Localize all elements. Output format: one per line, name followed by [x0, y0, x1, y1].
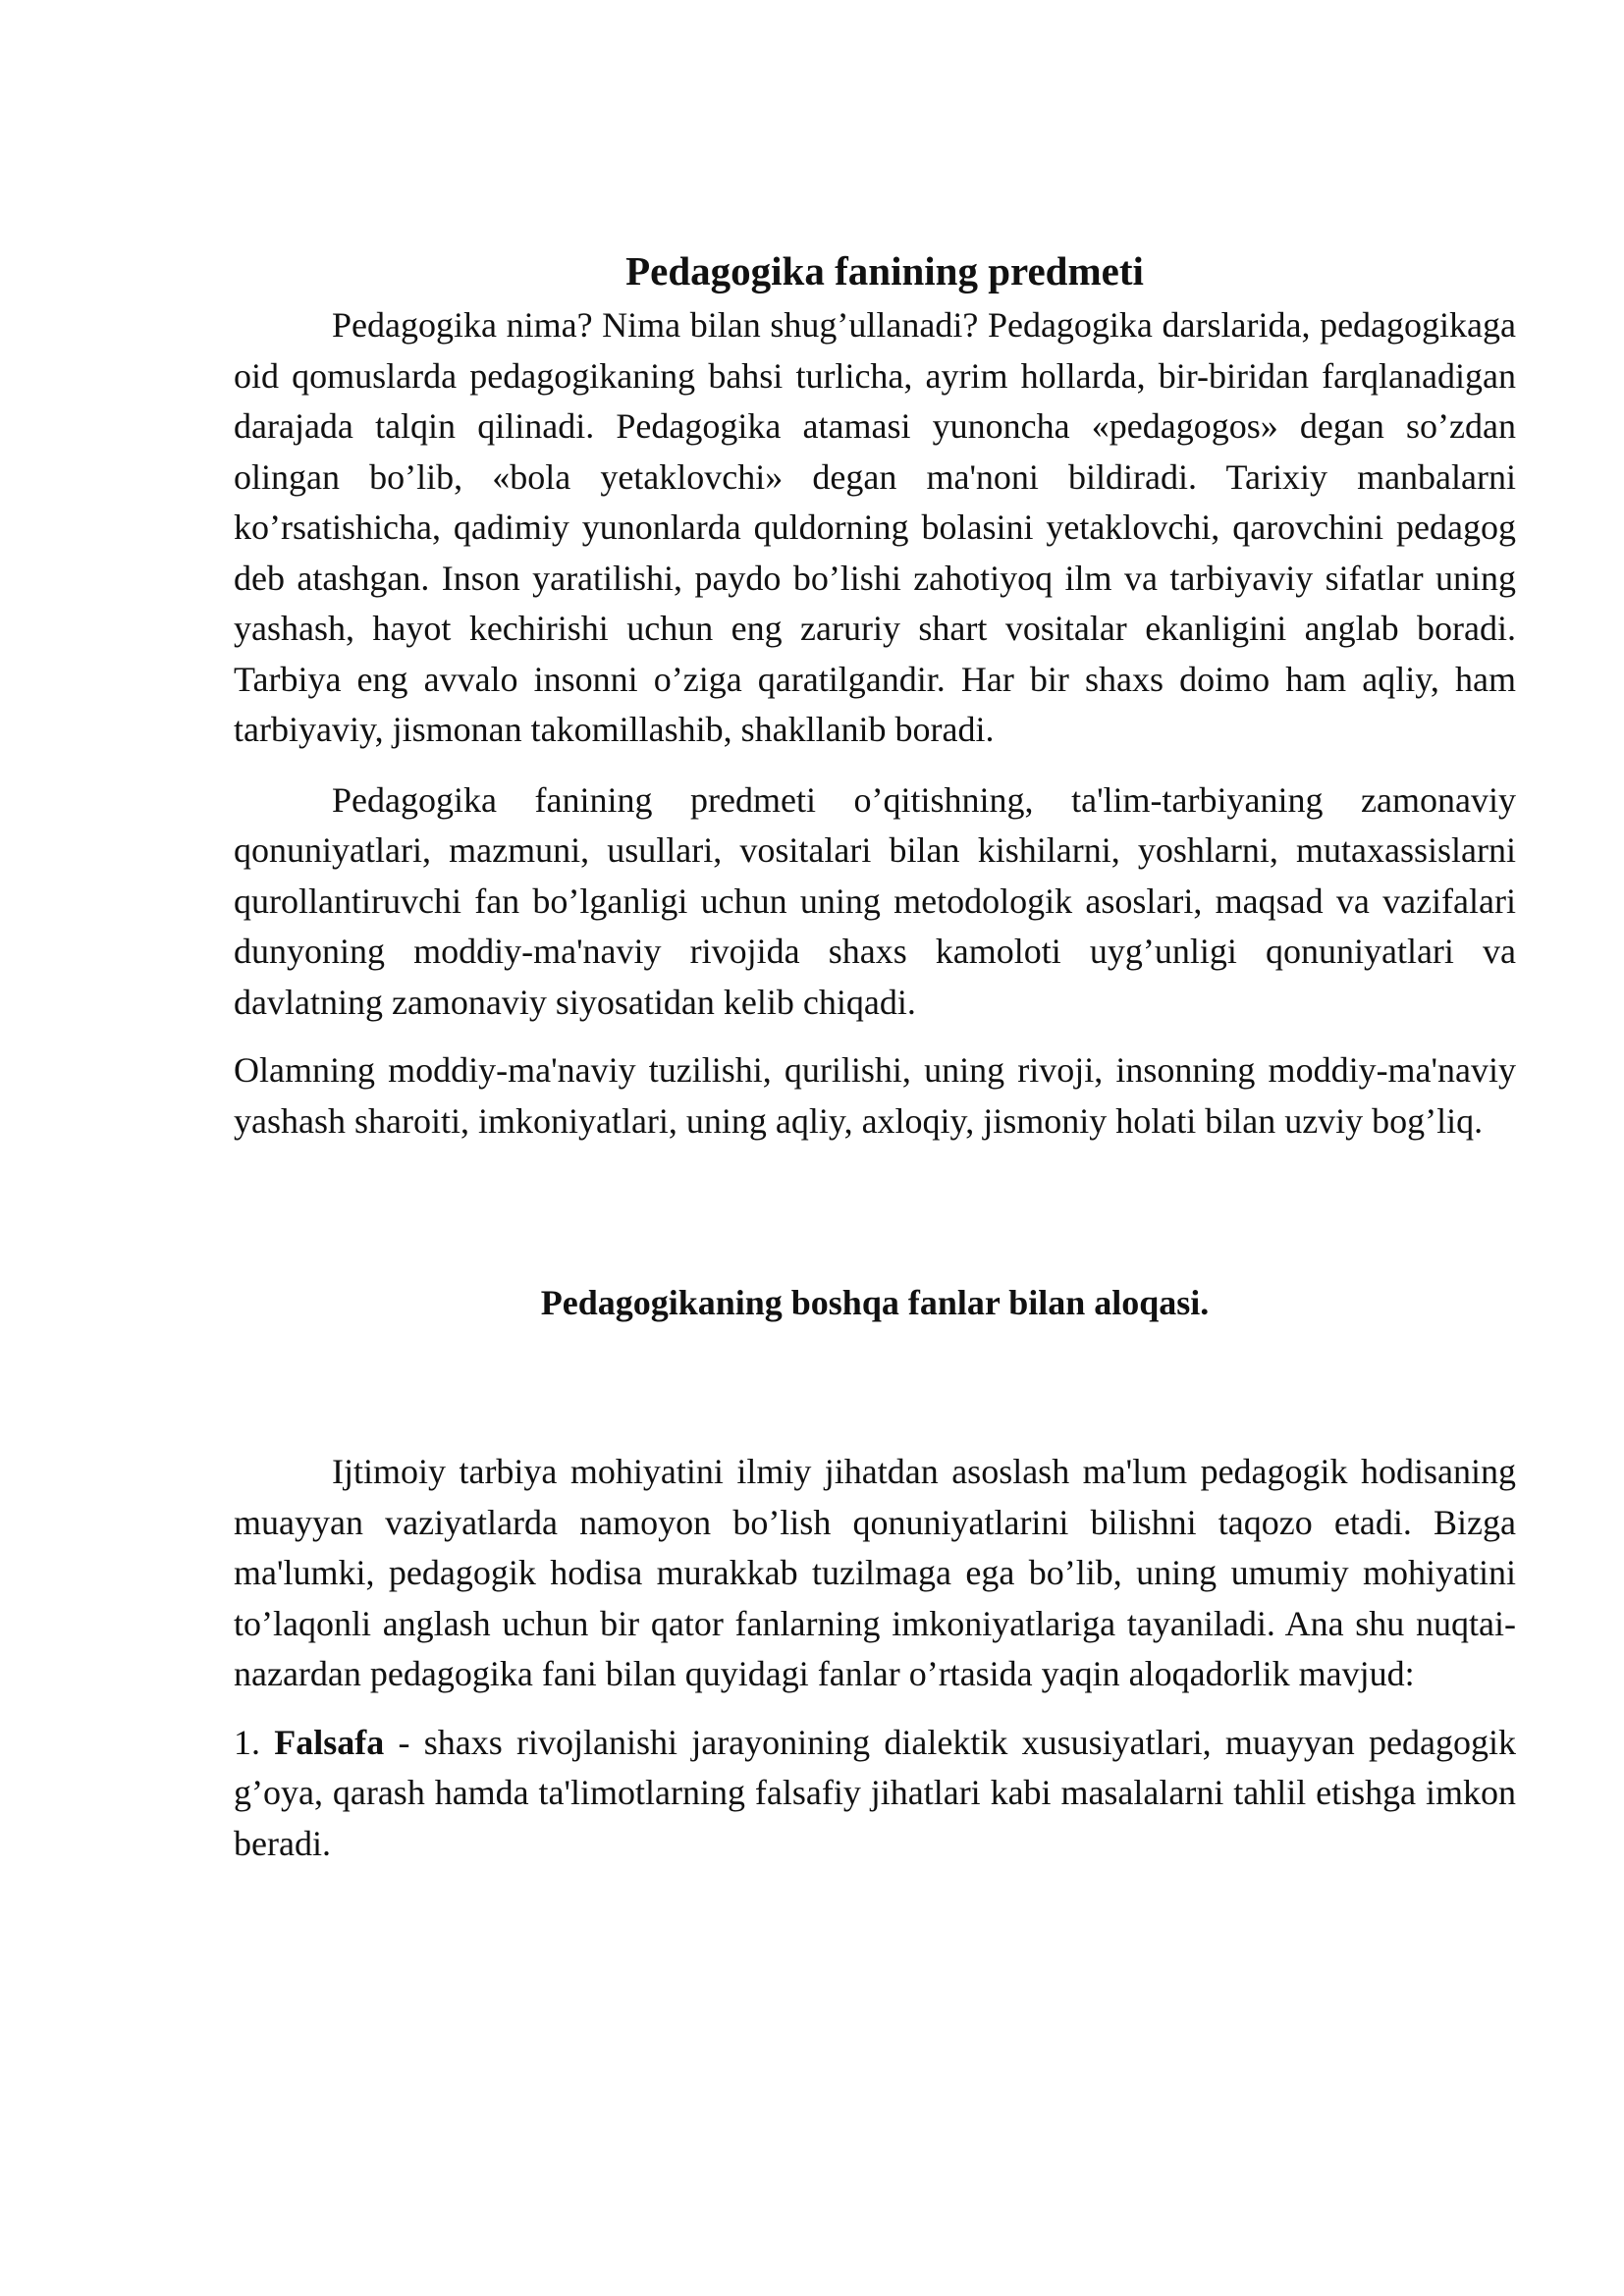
document-body [234, 243, 1516, 1869]
list-item-philosophy [234, 1718, 1516, 1870]
section-title: Pedagogikaning boshqa fanlar bilan aloqasi. [540, 1283, 1210, 1322]
paragraph-social-upbringing: Ijtimoiy tarbiya mohiyatini ilmiy jihatdan asoslash ma'lum pedagogik hodisaning muayyan vaziyatlarda namoyon bo’lish qonuniyatlarini bilishni taqozo etadi. Bizga ma'lumki, pedagogik hodisa murakkab tuzilmaga ega bo’lib, uning umumiy mohiyatini to’laqonli anglash uchun bir qator fanlarning imkoniyatlariga tayaniladi. Ana shu nuqtai-nazardan pedagogika fani bilan quyidagi fanlar o’rtasida yaqin aloqadorlik mavjud: [234, 1452, 1516, 1693]
page-title: Pedagogika fanining predmeti [625, 248, 1144, 294]
list-item-separator: . [251, 1722, 275, 1762]
paragraph-subject: Pedagogika fanining predmeti o’qitishning, ta'lim-tarbiyaning zamonaviy qonuniyatlari, mazmuni, usullari, vositalari bilan kishilarni, yoshlarni, mutaxassislarni qurollantiruvchi fan bo’lganligi uchun uning metodologik asoslari, maqsad va vazifalari dunyoning moddiy-ma'naviy rivojida shaxs kamoloti uyg’unligi qonuniyatlari va davlatning zamonaviy siyosatidan kelib chiqadi. [234, 779, 1516, 1022]
paragraph-intro: Pedagogika nima? Nima bilan shug’ullanadi? Pedagogika darslarida, pedagogikaga oid qomuslarda pedagogikaning bahsi turlicha, ayrim hollarda, bir-biridan farqlanadigan darajada talqin qilinadi. Pedagogika atamasi yunoncha «pedagogos» degan so’zdan olingan bo’lib, «bola yetaklovchi» degan ma'noni bildiradi. Tarixiy manbalarni ko’rsatishicha, qadimiy yunonlarda quldorning bolasini yetaklovchi, qarovchini pedagog deb atashgan. Inson yaratilishi, paydo bo’lishi zahotiyoq ilm va tarbiyaviy sifatlar uning yashash, hayot kechirishi uchun eng zaruriy shart vositalar ekanligini anglab boradi. Tarbiya eng avvalo insonni o’ziga qaratilgandir. Har bir shaxs doimo ham aqliy, ham tarbiyaviy, jismonan takomillashib, shakllanib boradi. [234, 305, 1516, 749]
list-item-text: - shaxs rivojlanishi jarayonining dialektik xususiyatlari, muayyan pedagogik g’oya, qarash hamda ta'limotlarning falsafiy jihatlari kabi masalalarni tahlil etishga imkon beradi. [234, 1722, 1517, 1863]
paragraph-world-structure: Olamning moddiy-ma'naviy tuzilishi, qurilishi, uning rivoji, insonning moddiy-ma'naviy yashash sharoiti, imkoniyatlari, uning aqliy, axloqiy, jismoniy holati bilan uzviy bog’liq. [234, 1050, 1516, 1141]
list-item-number: 1 [234, 1722, 251, 1762]
list-item-term: Falsafa [274, 1722, 385, 1762]
